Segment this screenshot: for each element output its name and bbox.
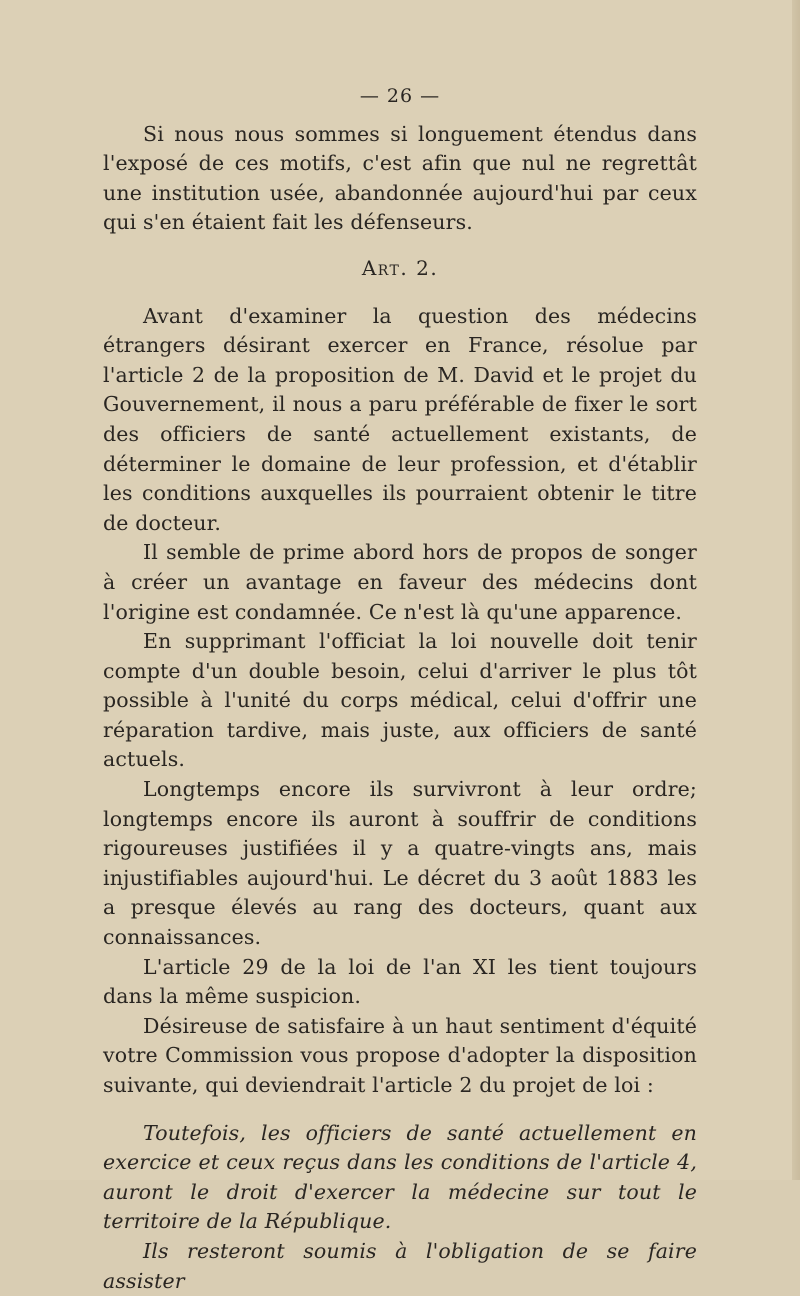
paragraph: Longtemps encore ils survivront à leur ordre; longtemps encore ils auront à souffrir de conditions rigoureuses justifiées il y a quatre-vingts ans, mais injustifiables aujourd'hui. Le décret du 3 août 1883 les a presque élevés au rang des docteurs, quant aux connaissances. [103, 777, 697, 950]
proposed-article-text [103, 1119, 697, 1296]
article-heading: Art. 2. [361, 255, 439, 280]
paragraph: Avant d'examiner la question des médecins étrangers désirant exercer en France, résolue par l'article 2 de la proposition de M. David et le projet du Gouvernement, il nous a paru préférable de fixer le sort des officiers de santé actuellement existants, de déterminer le domaine de leur profession, et d'établir les conditions auxquelles ils pourraient obtenir le titre de docteur. [103, 303, 697, 535]
page-number: — 26 — [359, 85, 441, 107]
italic-paragraph: Toutefois, les officiers de santé actuellement en exercice et ceux reçus dans les conditions de l'article 4, auront le droit d'exercer la médecine sur tout le territoire de la République. [103, 1120, 697, 1234]
page-edge-shadow [792, 0, 800, 1180]
paragraph-intro: Si nous nous sommes si longuement étendus dans l'exposé de ces motifs, c'est afin que nul ne regrettât une institution usée, abandonnée aujourd'hui par ceux qui s'en étaient fait les défenseurs. [103, 121, 697, 235]
paragraph: En supprimant l'officiat la loi nouvelle doit tenir compte d'un double besoin, celui d'arriver le plus tôt possible à l'unité du corps médical, celui d'offrir une réparation tardive, mais juste, aux officiers de santé actuels. [103, 629, 697, 772]
paragraph: Il semble de prime abord hors de propos de songer à créer un avantage en faveur des médecins dont l'origine est condamnée. Ce n'est là qu'une apparence. [103, 540, 697, 624]
text-body [103, 82, 697, 1296]
italic-paragraph: Ils resteront soumis à l'obligation de se faire assister [103, 1238, 697, 1293]
paragraph: Désireuse de satisfaire à un haut sentiment d'équité votre Commission vous propose d'adopter la disposition suivante, qui deviendrait l'article 2 du projet de loi : [103, 1013, 697, 1097]
paragraph: L'article 29 de la loi de l'an XI les tient toujours dans la même suspicion. [103, 954, 697, 1009]
